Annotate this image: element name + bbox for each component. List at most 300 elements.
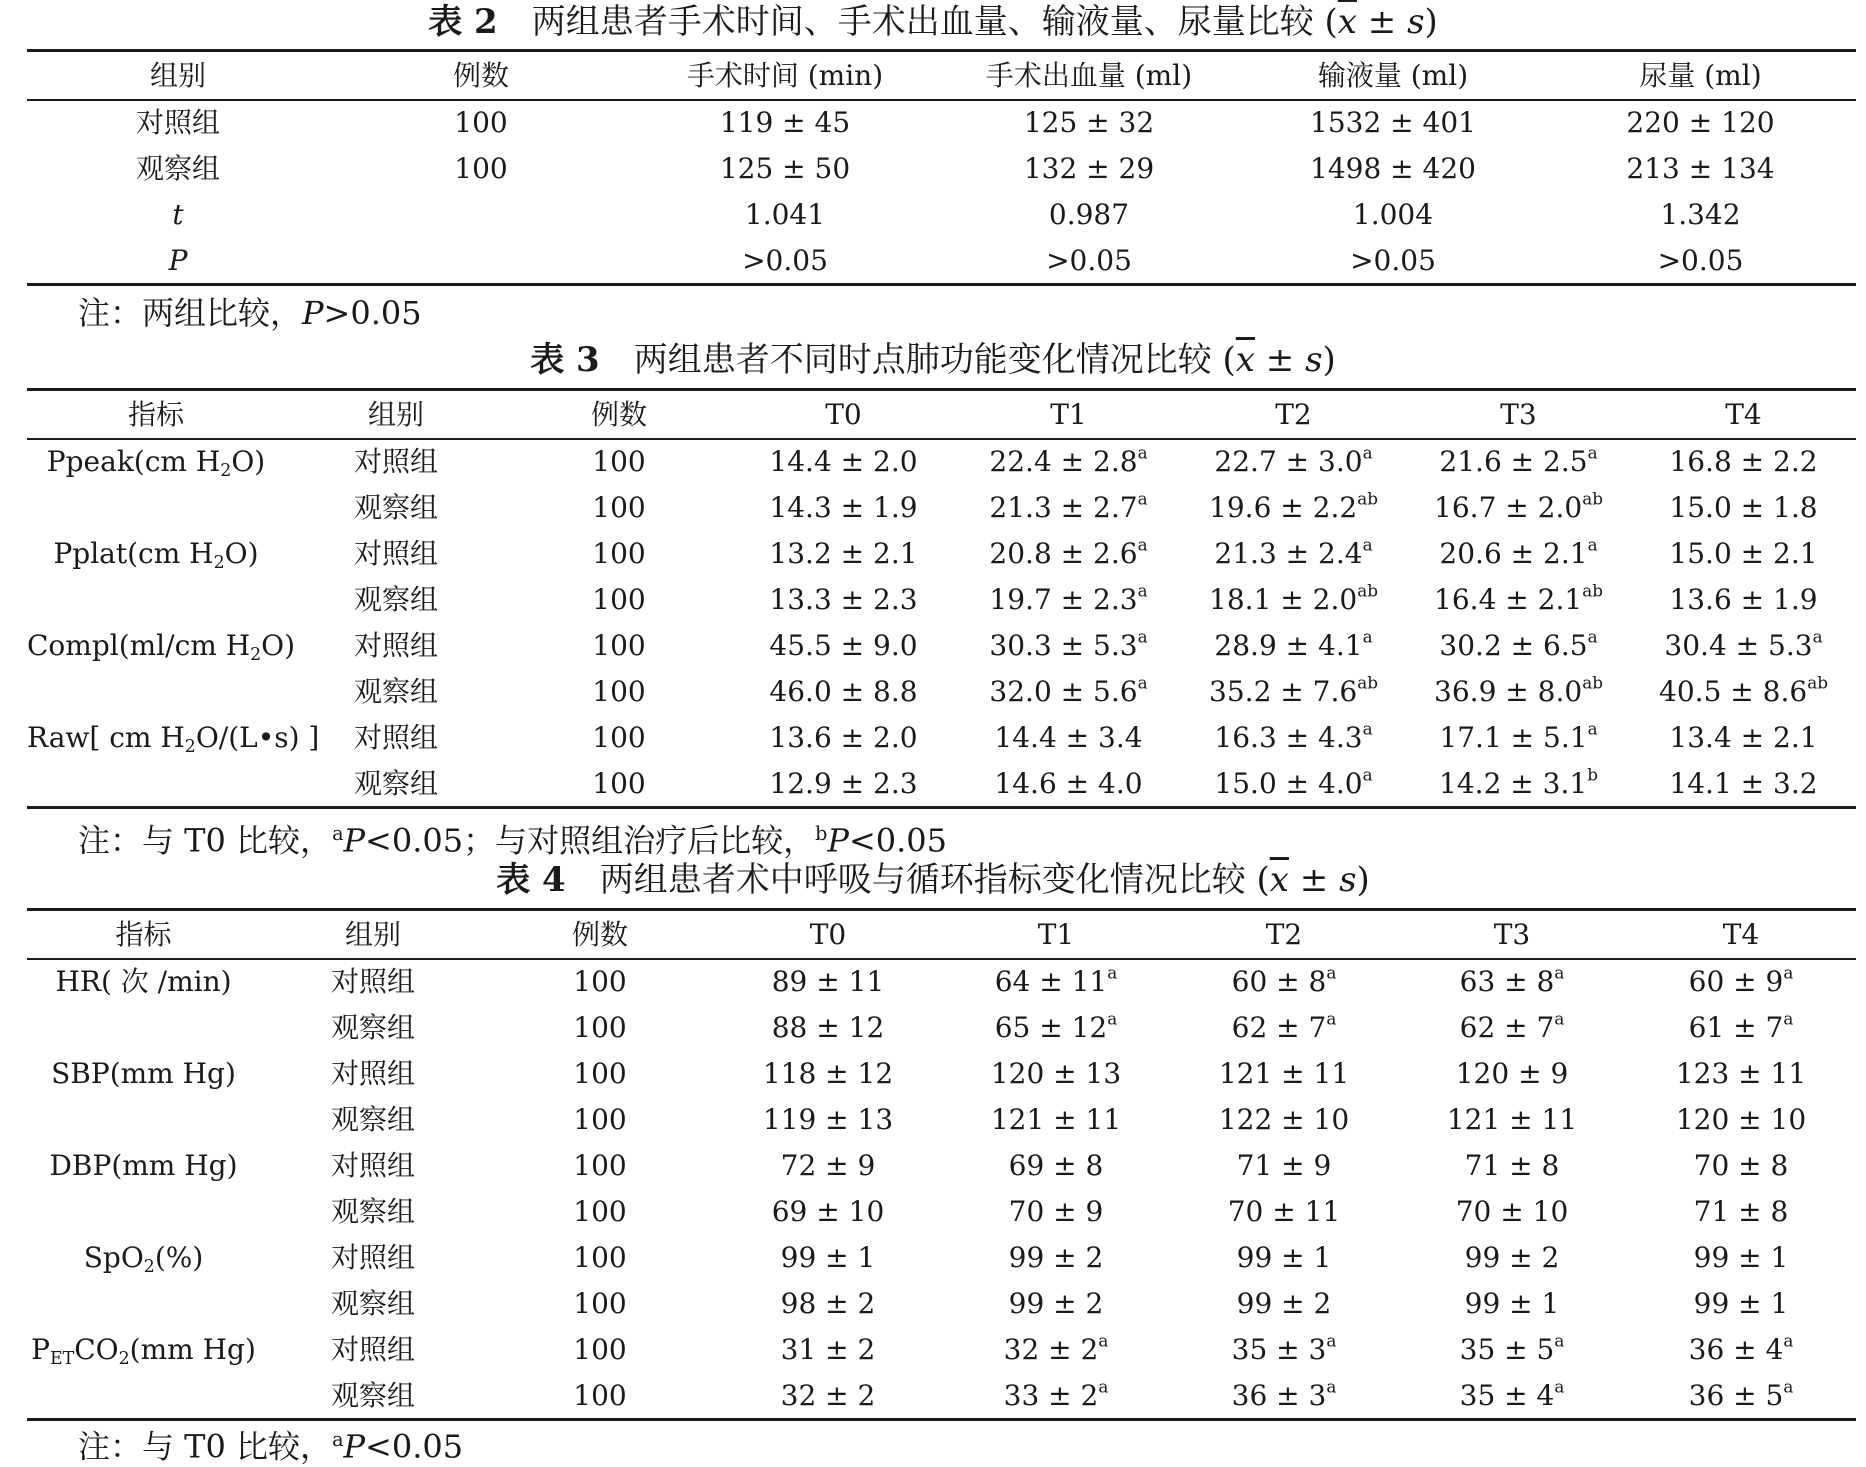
value-cell: 125 ± 50 (719, 152, 851, 185)
group-cell: 观察组 (353, 583, 438, 616)
value-cell (714, 1235, 942, 1281)
value-text: 20.6 ± 2.1 (1439, 537, 1588, 570)
value-cell (1170, 1373, 1398, 1419)
value-text: 36 ± 3 (1231, 1379, 1327, 1412)
table2-label: 表 2 (428, 2, 498, 42)
table-row (27, 1097, 1856, 1143)
value-cell (1631, 439, 1856, 485)
table-row (27, 485, 1856, 531)
table-row (27, 1051, 1856, 1097)
significance-mark: a (1587, 718, 1598, 739)
table2-mean-symbol: $\overline{x}$ (1337, 2, 1357, 42)
table3-title: 两组患者不同时点肺功能变化情况比较 ( (633, 340, 1236, 380)
table-row (27, 238, 1856, 284)
value-text: 62 ± 7 (1459, 1011, 1555, 1044)
value-text: 28.9 ± 4.1 (1214, 629, 1363, 662)
value-text: 18.1 ± 2.0 (1209, 583, 1358, 616)
value-cell (1626, 1373, 1856, 1419)
table3-header-indicator: 指标 (127, 398, 184, 431)
value-text: 30.2 ± 6.5 (1439, 629, 1588, 662)
value-cell (1626, 1235, 1856, 1281)
table3-header-row (27, 391, 1856, 439)
value-text: 30.4 ± 5.3 (1664, 629, 1813, 662)
value-cell (956, 715, 1181, 761)
table2-header-op-time: 手术时间 (min) (686, 59, 884, 92)
value-text: 35 ± 3 (1231, 1333, 1327, 1366)
value-text: 98 ± 2 (780, 1287, 876, 1320)
table2-header-infusion: 输液量 (ml) (1317, 59, 1469, 92)
value-text: 22.7 ± 3.0 (1214, 445, 1363, 478)
value-text: 36 ± 4 (1688, 1333, 1784, 1366)
n-cell: 100 (454, 106, 508, 139)
value-text: 30.3 ± 5.3 (989, 629, 1138, 662)
indicator-subscript: 2 (220, 461, 232, 482)
indicator-cell (27, 1051, 260, 1097)
table4-note-prefix: 注：与 T0 比较， (78, 1427, 333, 1466)
significance-mark: ab (1807, 672, 1828, 693)
table3-note-mid: <0.05；与对照组治疗后比较， (365, 821, 816, 860)
indicator-cell (27, 485, 285, 531)
value-cell (1406, 623, 1631, 669)
value-cell (1406, 531, 1631, 577)
n-cell: 100 (592, 675, 646, 708)
value-text: 72 ± 9 (780, 1149, 876, 1182)
value-text: 70 ± 11 (1227, 1195, 1341, 1228)
value-cell (1406, 485, 1631, 531)
value-cell (1626, 1327, 1856, 1373)
indicator-text: Raw[ cm H (27, 721, 185, 754)
value-cell (956, 439, 1181, 485)
table-row (27, 1373, 1856, 1419)
value-text: 70 ± 10 (1455, 1195, 1569, 1228)
value-text: 21.3 ± 2.4 (1214, 537, 1363, 570)
significance-mark: a (1098, 1330, 1109, 1351)
value-cell: >0.05 (742, 244, 828, 277)
table3-note-sup-b: b (815, 822, 828, 845)
value-cell (956, 623, 1181, 669)
value-cell (1181, 761, 1406, 807)
table-row (27, 439, 1856, 485)
indicator-subscript: 2 (143, 1257, 155, 1278)
significance-mark: a (1362, 534, 1373, 555)
value-cell (942, 1327, 1170, 1373)
value-text: 99 ± 1 (780, 1241, 876, 1274)
indicator-subscript: 2 (250, 645, 262, 666)
group-cell: 对照组 (330, 1333, 415, 1366)
value-text: 16.8 ± 2.2 (1669, 445, 1818, 478)
value-text: 64 ± 11 (994, 965, 1108, 998)
significance-mark: a (1554, 1008, 1565, 1029)
n-cell: 100 (592, 537, 646, 570)
indicator-cell (27, 439, 285, 485)
value-text: 21.6 ± 2.5 (1439, 445, 1588, 478)
table4-pm: ± (1288, 860, 1340, 900)
group-cell: 对照组 (353, 721, 438, 754)
value-text: 17.1 ± 5.1 (1439, 721, 1588, 754)
value-text: 121 ± 11 (1446, 1103, 1578, 1136)
value-text: 71 ± 9 (1236, 1149, 1332, 1182)
table3-header-t0: T0 (825, 398, 862, 431)
value-text: 60 ± 8 (1231, 965, 1327, 998)
value-text: 35.2 ± 7.6 (1209, 675, 1358, 708)
value-text: 99 ± 1 (1693, 1287, 1789, 1320)
table2-header-group: 组别 (149, 59, 206, 92)
n-cell: 100 (573, 1149, 627, 1182)
significance-mark: a (1137, 580, 1148, 601)
indicator-cell (27, 1373, 260, 1419)
group-cell: 对照组 (353, 537, 438, 570)
value-text: 13.3 ± 2.3 (769, 583, 918, 616)
significance-mark: ab (1357, 488, 1378, 509)
significance-mark: ab (1582, 488, 1603, 509)
table4-header-t3: T3 (1493, 918, 1531, 951)
table3-mean-symbol: $\overline{x}$ (1235, 340, 1255, 380)
value-text: 21.3 ± 2.7 (989, 491, 1138, 524)
table2-title: 两组患者手术时间、手术出血量、输液量、尿量比较 ( (531, 2, 1338, 42)
value-cell (731, 623, 956, 669)
significance-mark: a (1362, 626, 1373, 647)
value-text: 36.9 ± 8.0 (1434, 675, 1583, 708)
value-cell: 1.342 (1660, 198, 1741, 231)
value-cell (714, 959, 942, 1005)
indicator-text: P (31, 1333, 50, 1366)
value-text: 99 ± 2 (1008, 1287, 1104, 1320)
value-text: 118 ± 12 (762, 1057, 894, 1090)
significance-mark: a (1783, 1008, 1794, 1029)
value-text: 89 ± 11 (771, 965, 885, 998)
n-cell: 100 (592, 583, 646, 616)
group-cell: 对照组 (330, 1149, 415, 1182)
group-cell: 观察组 (353, 675, 438, 708)
table3-header-n: 例数 (590, 398, 647, 431)
table2-note-prefix: 注：两组比较， (78, 294, 303, 332)
value-cell (942, 1097, 1170, 1143)
value-cell (714, 1189, 942, 1235)
value-text: 32 ± 2 (1003, 1333, 1099, 1366)
table3-caption (0, 340, 1866, 380)
indicator-text: (mm Hg) (129, 1333, 256, 1366)
significance-mark: a (1812, 626, 1823, 647)
value-cell (1181, 485, 1406, 531)
value-cell: 213 ± 134 (1626, 152, 1775, 185)
n-cell (329, 192, 633, 238)
value-cell: 1498 ± 420 (1310, 152, 1476, 185)
table2-note-suffix: >0.05 (323, 294, 422, 332)
value-text: 120 ± 10 (1675, 1103, 1807, 1136)
value-text: 123 ± 11 (1675, 1057, 1807, 1090)
value-cell (1631, 577, 1856, 623)
table3-header-group: 组别 (367, 398, 424, 431)
table-row (27, 192, 1856, 238)
value-cell (731, 761, 956, 807)
value-cell (1170, 1005, 1398, 1051)
group-cell: 对照组 (353, 445, 438, 478)
value-text: 14.4 ± 2.0 (769, 445, 918, 478)
indicator-text: SpO (83, 1241, 144, 1274)
table3-note-end: <0.05 (848, 821, 948, 860)
value-cell (1631, 715, 1856, 761)
group-cell: 观察组 (330, 1195, 415, 1228)
value-cell (1406, 439, 1631, 485)
n-cell (329, 238, 633, 284)
indicator-cell (27, 761, 285, 807)
value-cell (731, 439, 956, 485)
group-cell: 对照组 (330, 1241, 415, 1274)
value-cell (1626, 959, 1856, 1005)
value-text: 19.6 ± 2.2 (1209, 491, 1358, 524)
value-text: 35 ± 4 (1459, 1379, 1555, 1412)
group-cell: 观察组 (330, 1287, 415, 1320)
table4-note-sup-a: a (332, 1428, 344, 1451)
table2-header-n: 例数 (452, 59, 509, 92)
table-row (27, 577, 1856, 623)
significance-mark: a (1137, 534, 1148, 555)
table-row (27, 715, 1856, 761)
value-text: 15.0 ± 2.1 (1669, 537, 1818, 570)
significance-mark: ab (1357, 580, 1378, 601)
value-cell (956, 577, 1181, 623)
value-cell (1631, 669, 1856, 715)
value-text: 31 ± 2 (780, 1333, 876, 1366)
value-text: 12.9 ± 2.3 (769, 767, 918, 800)
value-text: 13.6 ± 2.0 (769, 721, 918, 754)
value-cell (1398, 1051, 1626, 1097)
n-cell: 100 (573, 1195, 627, 1228)
table4-header-group: 组别 (344, 918, 401, 951)
value-text: 36 ± 5 (1688, 1379, 1784, 1412)
indicator-cell (27, 1143, 260, 1189)
value-cell (731, 715, 956, 761)
group-cell: 观察组 (330, 1379, 415, 1412)
table4-close-paren: ) (1356, 860, 1370, 900)
table4-sd-symbol: s (1339, 860, 1357, 900)
table3-pm: ± (1254, 340, 1306, 380)
value-cell (714, 1097, 942, 1143)
table4 (27, 911, 1856, 1419)
value-text: 14.3 ± 1.9 (769, 491, 918, 524)
significance-mark: a (1137, 672, 1148, 693)
value-cell (731, 669, 956, 715)
value-text: 13.2 ± 2.1 (769, 537, 918, 570)
group-cell: 观察组 (353, 767, 438, 800)
value-text: 70 ± 9 (1008, 1195, 1104, 1228)
significance-mark: a (1098, 1376, 1109, 1397)
indicator-cell (27, 1235, 260, 1281)
indicator-cell (27, 1327, 260, 1373)
value-text: 99 ± 1 (1693, 1241, 1789, 1274)
value-cell (1626, 1097, 1856, 1143)
table4-label: 表 4 (496, 860, 566, 900)
value-cell (1398, 959, 1626, 1005)
indicator-tail: O) (231, 445, 266, 478)
table3-close-paren: ) (1322, 340, 1336, 380)
value-cell: 132 ± 29 (1023, 152, 1155, 185)
value-text: 46.0 ± 8.8 (769, 675, 918, 708)
value-text: 22.4 ± 2.8 (989, 445, 1138, 478)
indicator-cell (27, 1005, 260, 1051)
table3-sd-symbol: s (1305, 340, 1323, 380)
table4-note-p: P (343, 1427, 366, 1466)
value-text: 121 ± 11 (990, 1103, 1122, 1136)
table3-note-p1: P (343, 821, 366, 860)
table-row (27, 1235, 1856, 1281)
value-text: 71 ± 8 (1693, 1195, 1789, 1228)
value-text: 16.4 ± 2.1 (1434, 583, 1583, 616)
significance-mark: a (1587, 442, 1598, 463)
value-cell (1181, 623, 1406, 669)
value-cell (1398, 1005, 1626, 1051)
value-text: 60 ± 9 (1688, 965, 1784, 998)
value-cell (1631, 761, 1856, 807)
value-text: 71 ± 8 (1464, 1149, 1560, 1182)
significance-mark: a (1107, 962, 1118, 983)
value-cell (1181, 577, 1406, 623)
indicator-cell (27, 623, 296, 669)
value-text: 13.4 ± 2.1 (1669, 721, 1818, 754)
value-cell (956, 761, 1181, 807)
table3-header-t4: T4 (1725, 398, 1762, 431)
group-cell: 观察组 (330, 1103, 415, 1136)
table3-note-prefix: 注：与 T0 比较， (78, 821, 333, 860)
value-cell (1631, 531, 1856, 577)
table4-note-end: <0.05 (365, 1427, 464, 1466)
indicator-text: Pplat(cm H (53, 537, 214, 570)
table2-close-paren: ) (1424, 2, 1438, 42)
significance-mark: a (1554, 1376, 1565, 1397)
value-cell (1181, 715, 1406, 761)
value-text: 13.6 ± 1.9 (1669, 583, 1818, 616)
indicator-text: Compl(ml/cm H (27, 629, 251, 662)
indicator-tail: O) (261, 629, 296, 662)
table4-title: 两组患者术中呼吸与循环指标变化情况比较 ( (599, 860, 1270, 900)
value-cell (1181, 439, 1406, 485)
indicator-subscript: 2 (184, 737, 196, 758)
value-text: 14.4 ± 3.4 (994, 721, 1143, 754)
table2-header-blood-loss: 手术出血量 (ml) (985, 59, 1193, 92)
value-cell (1626, 1143, 1856, 1189)
indicator-text: CO (74, 1333, 119, 1366)
n-cell: 100 (573, 1379, 627, 1412)
value-text: 121 ± 11 (1218, 1057, 1350, 1090)
value-text: 122 ± 10 (1218, 1103, 1350, 1136)
table4-header-n: 例数 (571, 918, 628, 951)
table-row (27, 531, 1856, 577)
value-cell (731, 531, 956, 577)
n-cell: 100 (573, 1011, 627, 1044)
value-cell (1170, 1281, 1398, 1327)
value-text: 99 ± 1 (1464, 1287, 1560, 1320)
significance-mark: a (1587, 626, 1598, 647)
value-text: 40.5 ± 8.6 (1659, 675, 1808, 708)
value-cell (1170, 1051, 1398, 1097)
value-cell (714, 1373, 942, 1419)
value-cell: >0.05 (1350, 244, 1436, 277)
indicator-text: SBP(mm Hg) (51, 1057, 236, 1090)
table3-header-t3: T3 (1500, 398, 1537, 431)
value-cell: 220 ± 120 (1626, 106, 1775, 139)
value-cell (942, 959, 1170, 1005)
table3-note-sup-a: a (332, 822, 344, 845)
value-text: 99 ± 1 (1236, 1241, 1332, 1274)
value-cell (1631, 485, 1856, 531)
group-cell: 观察组 (135, 152, 220, 185)
value-cell (942, 1373, 1170, 1419)
table4-header-t4: T4 (1722, 918, 1760, 951)
value-text: 16.7 ± 2.0 (1434, 491, 1583, 524)
significance-mark: a (1326, 962, 1337, 983)
value-text: 99 ± 2 (1464, 1241, 1560, 1274)
table2-pm: ± (1356, 2, 1408, 42)
n-cell: 100 (573, 965, 627, 998)
value-cell (1406, 669, 1631, 715)
table2-note-p: P (302, 294, 324, 332)
indicator-cell (27, 1097, 260, 1143)
value-cell (1626, 1051, 1856, 1097)
value-cell (1398, 1281, 1626, 1327)
value-cell (1170, 1143, 1398, 1189)
significance-mark: a (1362, 442, 1373, 463)
n-cell: 100 (573, 1241, 627, 1274)
indicator-cell (27, 1189, 260, 1235)
indicator-text: HR( 次 /min) (55, 965, 232, 998)
value-cell (1406, 715, 1631, 761)
value-cell (1398, 1097, 1626, 1143)
indicator-subscript: ET (49, 1349, 75, 1370)
table3-header-t2: T2 (1275, 398, 1312, 431)
value-cell (1170, 959, 1398, 1005)
indicator-cell (27, 669, 285, 715)
table4-header-row (27, 911, 1856, 959)
n-cell: 100 (592, 721, 646, 754)
significance-mark: a (1137, 626, 1148, 647)
table4-header-indicator: 指标 (115, 918, 172, 951)
value-text: 63 ± 8 (1459, 965, 1555, 998)
table2-header-urine: 尿量 (ml) (1639, 59, 1762, 92)
significance-mark: a (1783, 1330, 1794, 1351)
indicator-subscript: 2 (213, 553, 225, 574)
table-row (27, 1143, 1856, 1189)
significance-mark: a (1783, 962, 1794, 983)
value-text: 88 ± 12 (771, 1011, 885, 1044)
indicator-tail: O/(L•s) ] (195, 721, 320, 754)
value-cell (714, 1281, 942, 1327)
table3 (27, 391, 1856, 807)
value-cell (714, 1143, 942, 1189)
value-cell (1398, 1327, 1626, 1373)
indicator-text: Ppeak(cm H (46, 445, 221, 478)
significance-mark: a (1326, 1330, 1337, 1351)
n-cell: 100 (573, 1057, 627, 1090)
value-cell: 119 ± 45 (719, 106, 851, 139)
value-cell (942, 1189, 1170, 1235)
indicator-cell (27, 959, 260, 1005)
significance-mark: a (1362, 764, 1373, 785)
significance-mark: ab (1357, 672, 1378, 693)
value-text: 45.5 ± 9.0 (769, 629, 918, 662)
significance-mark: a (1326, 1376, 1337, 1397)
value-cell (1170, 1189, 1398, 1235)
group-cell: t (172, 198, 184, 231)
value-cell (1406, 577, 1631, 623)
value-text: 99 ± 2 (1236, 1287, 1332, 1320)
table3-note-p2: P (827, 821, 849, 860)
value-cell: >0.05 (1657, 244, 1744, 277)
n-cell: 100 (592, 767, 646, 800)
n-cell: 100 (573, 1103, 627, 1136)
value-text: 35 ± 5 (1459, 1333, 1555, 1366)
table4-header-t1: T1 (1037, 918, 1075, 951)
table-row (27, 669, 1856, 715)
